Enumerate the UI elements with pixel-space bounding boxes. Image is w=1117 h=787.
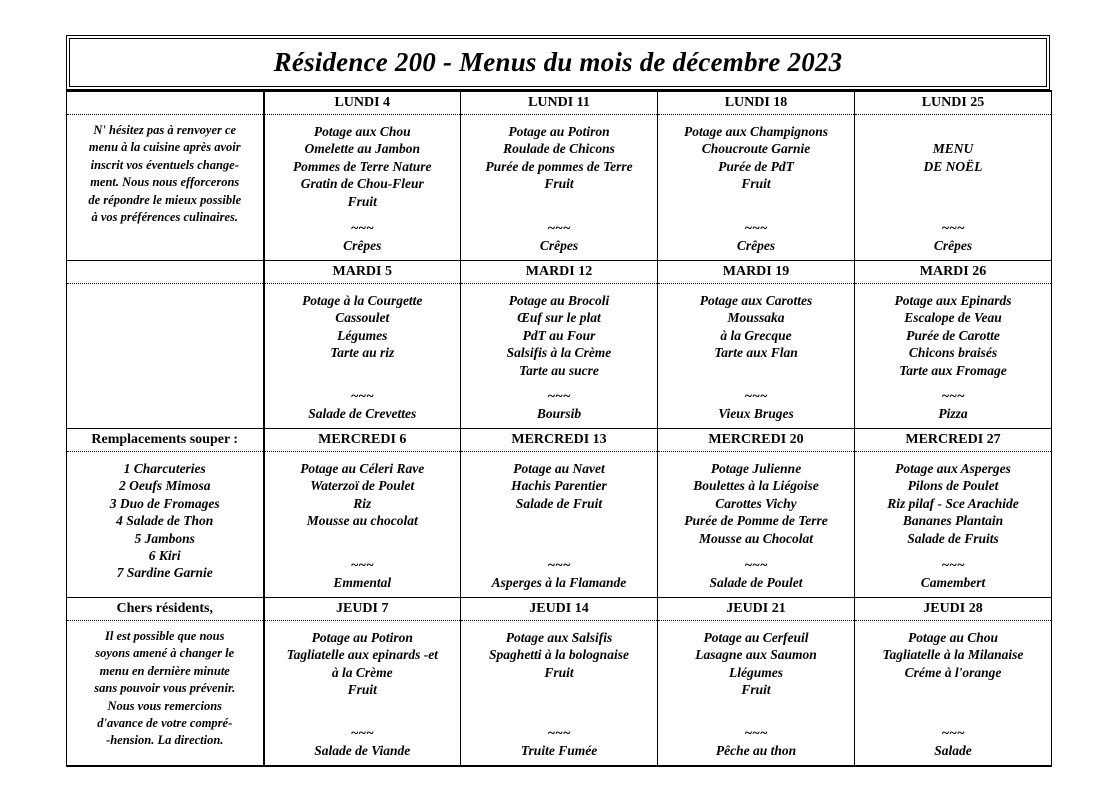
supper-item: Crêpes: [736, 237, 776, 253]
supper-block: [265, 387, 461, 422]
dish-item: [855, 123, 1051, 140]
dish-list: [461, 115, 657, 193]
separator: ~~~: [547, 725, 571, 741]
day-header-row: [67, 429, 1052, 452]
day-menu: [658, 115, 854, 260]
dish-item: Potage Julienne: [710, 461, 802, 476]
supper-item: Boursib: [536, 405, 582, 421]
closing-line: menu en dernière minute: [99, 663, 230, 678]
dish-item: Fruit: [347, 193, 377, 209]
dish-item: Gratin de Chou-Fleur: [300, 176, 424, 192]
day-name: LUNDI 4: [264, 91, 461, 115]
dish-list: [855, 284, 1051, 379]
supper-item: Vieux Bruges: [718, 405, 794, 421]
dish-item: Œuf sur le plat: [517, 310, 601, 326]
day-name: LUNDI 18: [658, 91, 855, 115]
dish-item: Tarte au riz: [330, 345, 395, 361]
supper-block: [855, 387, 1051, 422]
dish-item: Riz pilaf - Sce Arachide: [887, 495, 1019, 511]
day-menu-cell: [461, 115, 658, 261]
dish-item: Potage au Chou: [907, 630, 999, 645]
note-line: N' hésitez pas à renvoyer ce: [93, 123, 237, 137]
day-menu: [855, 115, 1051, 260]
supper-block: [461, 219, 657, 254]
dish-item: Tagliatelle aux epinards -et: [286, 647, 438, 663]
day-menu: [461, 621, 657, 765]
separator: ~~~: [744, 725, 768, 741]
separator: ~~~: [744, 388, 768, 404]
separator: ~~~: [941, 220, 965, 236]
dish-item: Potage aux Carottes: [699, 293, 813, 308]
menu-row: [67, 115, 1052, 261]
separator: ~~~: [350, 557, 374, 573]
menu-row: [67, 452, 1052, 598]
dish-item: Pommes de Terre Nature: [292, 158, 432, 174]
day-name: MARDI 12: [461, 261, 658, 284]
supper-item: Crêpes: [539, 237, 579, 253]
replacement-item: 7 Sardine Garnie: [116, 565, 213, 581]
separator: ~~~: [547, 220, 571, 236]
separator: ~~~: [744, 220, 768, 236]
supper-item: Salade de Crevettes: [308, 405, 417, 421]
supper-item: Truite Fumée: [520, 742, 598, 758]
day-name: MARDI 5: [264, 261, 461, 284]
day-menu: [265, 621, 461, 765]
closing-title: Chers résidents,: [67, 598, 264, 621]
dish-item: Carottes Vichy: [715, 495, 797, 511]
day-name: LUNDI 11: [461, 91, 658, 115]
day-menu-cell: [855, 284, 1052, 429]
side-content: [67, 452, 263, 582]
supper-block: [658, 724, 854, 759]
day-name: MERCREDI 20: [658, 429, 855, 452]
dish-list: [855, 452, 1051, 547]
dish-item: Légumes: [337, 327, 388, 343]
day-menu: [265, 115, 461, 260]
supper-block: [265, 556, 461, 591]
side-content: [67, 621, 263, 750]
supper-item: Asperges à la Flamande: [491, 574, 627, 590]
dish-item: Potage au Cerfeuil: [703, 630, 809, 645]
dish-list: [265, 115, 461, 210]
replacements-title: Remplacements souper :: [67, 429, 264, 452]
dish-item: Purée de Carotte: [906, 327, 1000, 343]
replacement-item: 6 Kiri: [148, 548, 181, 564]
dish-list: [461, 621, 657, 681]
dish-item: PdT au Four: [522, 327, 596, 343]
supper-block: [855, 556, 1051, 591]
dish-item: Fruit: [544, 664, 574, 680]
dish-item: Tagliatelle à la Milanaise: [882, 647, 1024, 663]
dish-item: Fruit: [544, 176, 574, 192]
dish-item: Tarte au sucre: [519, 362, 599, 378]
replacement-item: 1 Charcuteries: [123, 461, 206, 476]
dish-list: [461, 452, 657, 512]
day-menu-cell: [855, 621, 1052, 767]
dish-item: Potage au Brocoli: [508, 293, 610, 308]
day-menu-cell: [658, 621, 855, 767]
separator: ~~~: [547, 557, 571, 573]
dish-item: Potage aux Chou: [313, 124, 411, 139]
separator: ~~~: [350, 725, 374, 741]
dish-item: Waterzoï de Poulet: [310, 478, 415, 494]
dish-item: Tarte aux Flan: [714, 345, 798, 361]
supper-block: [658, 556, 854, 591]
closing-line: Il est possible que nous: [105, 629, 225, 643]
replacement-item: 2 Oeufs Mimosa: [118, 478, 211, 494]
closing-line: sans pouvoir vous prévenir.: [94, 681, 236, 696]
side-cell: [67, 621, 264, 767]
dish-item: Omelette au Jambon: [304, 141, 420, 157]
dish-item: Roulade de Chicons: [503, 141, 615, 157]
dish-item: Salsifis à la Crème: [506, 345, 612, 361]
dish-item: Potage au Navet: [513, 461, 605, 476]
day-name: JEUDI 28: [855, 598, 1052, 621]
day-menu: [658, 284, 854, 428]
dish-item: Escalope de Veau: [904, 310, 1002, 326]
dish-item: Pilons de Poulet: [907, 478, 999, 494]
day-menu: [461, 115, 657, 260]
dish-item: MENU: [932, 141, 974, 157]
day-name: MERCREDI 6: [264, 429, 461, 452]
dish-item: Fruit: [741, 176, 771, 192]
day-menu-cell: [658, 284, 855, 429]
supper-block: [461, 556, 657, 591]
day-menu: [265, 284, 461, 428]
title-frame: [69, 38, 1047, 87]
dish-item: Bananes Plantain: [902, 513, 1004, 529]
dish-item: Potage aux Epinards: [894, 293, 1012, 308]
supper-item: Pizza: [938, 405, 968, 421]
day-menu: [855, 284, 1051, 428]
day-name: MARDI 19: [658, 261, 855, 284]
dish-item: à la Crème: [331, 664, 393, 680]
dish-list: [265, 621, 461, 699]
replacement-item: 4 Salade de Thon: [116, 513, 214, 529]
dish-item: Fruit: [741, 682, 771, 698]
separator: ~~~: [744, 557, 768, 573]
menu-row: [67, 621, 1052, 767]
dish-list: [658, 284, 854, 362]
dish-item: Potage au Potiron: [311, 630, 413, 645]
replacement-item: 5 Jambons: [134, 530, 195, 546]
day-header-row: [67, 261, 1052, 284]
dish-item: Fruit: [347, 682, 377, 698]
day-menu-cell: [264, 115, 461, 261]
dish-item: Mousse au chocolat: [306, 513, 418, 529]
dish-list: [265, 284, 461, 362]
day-name: JEUDI 7: [264, 598, 461, 621]
separator: ~~~: [350, 220, 374, 236]
separator: ~~~: [941, 725, 965, 741]
day-menu-cell: [658, 115, 855, 261]
dish-item: Purée de PdT: [718, 158, 794, 174]
dish-item: Tarte aux Fromage: [899, 362, 1007, 378]
day-name: JEUDI 14: [461, 598, 658, 621]
separator: ~~~: [547, 388, 571, 404]
note-line: à vos préférences culinaires.: [91, 210, 238, 225]
dish-item: Cassoulet: [335, 310, 390, 326]
day-menu-cell: [461, 284, 658, 429]
supper-block: [461, 724, 657, 759]
note-line: de répondre le mieux possible: [88, 192, 242, 207]
dish-item: Chicons braisés: [908, 345, 998, 361]
dish-item: Potage aux Asperges: [895, 461, 1011, 476]
title-box: [66, 35, 1050, 90]
day-name: MERCREDI 13: [461, 429, 658, 452]
supper-item: Salade de Poulet: [709, 574, 803, 590]
separator: ~~~: [350, 388, 374, 404]
day-menu-cell: [658, 452, 855, 598]
dish-item: Lasagne aux Saumon: [695, 647, 817, 663]
dish-item: Choucroute Garnie: [701, 141, 811, 157]
supper-item: Pêche au thon: [715, 742, 797, 758]
side-cell: [67, 452, 264, 598]
menu-table: [66, 90, 1052, 767]
day-menu: [855, 621, 1051, 765]
day-menu: [461, 284, 657, 428]
day-menu-cell: [461, 452, 658, 598]
dish-item: Salade de Fruit: [515, 495, 603, 511]
separator: ~~~: [941, 388, 965, 404]
closing-line: d'avance de votre compré-: [97, 716, 233, 731]
supper-block: [658, 387, 854, 422]
day-header-row: [67, 598, 1052, 621]
side-header: [67, 91, 264, 115]
dish-item: Riz: [353, 495, 372, 511]
dish-list: [658, 452, 854, 547]
separator: ~~~: [941, 557, 965, 573]
dish-item: Potage au Potiron: [508, 124, 610, 139]
menu-row: [67, 284, 1052, 429]
note-line: inscrit vos éventuels change-: [90, 157, 239, 172]
dish-item: Hachis Parentier: [511, 478, 607, 494]
dish-item: Créme à l'orange: [904, 664, 1002, 680]
day-header-row: [67, 91, 1052, 115]
day-menu-cell: [264, 452, 461, 598]
supper-item: Camembert: [920, 574, 986, 590]
supper-block: [855, 219, 1051, 254]
side-header: [67, 261, 264, 284]
day-menu: [265, 452, 461, 597]
dish-list: [265, 452, 461, 530]
closing-line: Nous vous remercions: [107, 698, 223, 713]
day-menu-cell: [461, 621, 658, 767]
supper-item: Emmental: [333, 574, 392, 590]
dish-item: Potage à la Courgette: [302, 293, 423, 308]
day-name: JEUDI 21: [658, 598, 855, 621]
day-menu-cell: [264, 621, 461, 767]
dish-item: Potage aux Champignons: [683, 124, 829, 139]
dish-item: Llégumes: [729, 664, 783, 680]
dish-item: DE NOËL: [923, 158, 983, 174]
dish-item: Potage aux Salsifis: [505, 630, 613, 645]
dish-item: Moussaka: [727, 310, 785, 326]
day-menu-cell: [855, 452, 1052, 598]
side-cell: [67, 284, 264, 429]
day-menu: [658, 452, 854, 597]
supper-item: Crêpes: [343, 237, 382, 253]
day-name: LUNDI 25: [855, 91, 1052, 115]
day-menu: [658, 621, 854, 765]
dish-list: [855, 621, 1051, 681]
day-menu-cell: [855, 115, 1052, 261]
dish-item: Spaghetti à la bolognaise: [489, 647, 629, 663]
supper-item: Salade de Viande: [314, 742, 411, 758]
dish-item: Salade de Fruits: [907, 530, 999, 546]
dish-list: [658, 621, 854, 699]
day-menu: [461, 452, 657, 597]
side-cell: [67, 115, 264, 261]
dish-item: Potage au Céleri Rave: [300, 461, 425, 476]
day-name: MARDI 26: [855, 261, 1052, 284]
dish-item: Mousse au Chocolat: [698, 530, 814, 546]
dish-list: [855, 115, 1051, 175]
day-menu-cell: [264, 284, 461, 429]
day-name: MERCREDI 27: [855, 429, 1052, 452]
side-content: [67, 115, 263, 226]
dish-list: [658, 115, 854, 193]
closing-line: -hension. La direction.: [106, 733, 224, 748]
dish-item: à la Grecque: [720, 327, 792, 343]
note-line: menu à la cuisine après avoir: [88, 140, 241, 155]
day-menu: [855, 452, 1051, 597]
supper-block: [461, 387, 657, 422]
replacement-item: 3 Duo de Fromages: [109, 495, 220, 511]
supper-block: [265, 219, 461, 254]
dish-item: Purée de pommes de Terre: [485, 158, 633, 174]
closing-line: soyons amené à changer le: [95, 646, 235, 661]
note-line: ment. Nous nous efforcerons: [90, 175, 240, 190]
page-title: Résidence 200 - Menus du mois de décembre 2023: [273, 47, 843, 77]
supper-block: [658, 219, 854, 254]
supper-item: Salade: [934, 742, 972, 758]
supper-item: Crêpes: [933, 237, 973, 253]
dish-item: Purée de Pomme de Terre: [684, 513, 828, 529]
dish-list: [461, 284, 657, 379]
supper-block: [265, 724, 461, 759]
supper-block: [855, 724, 1051, 759]
dish-item: Boulettes à la Liégoise: [693, 478, 819, 494]
